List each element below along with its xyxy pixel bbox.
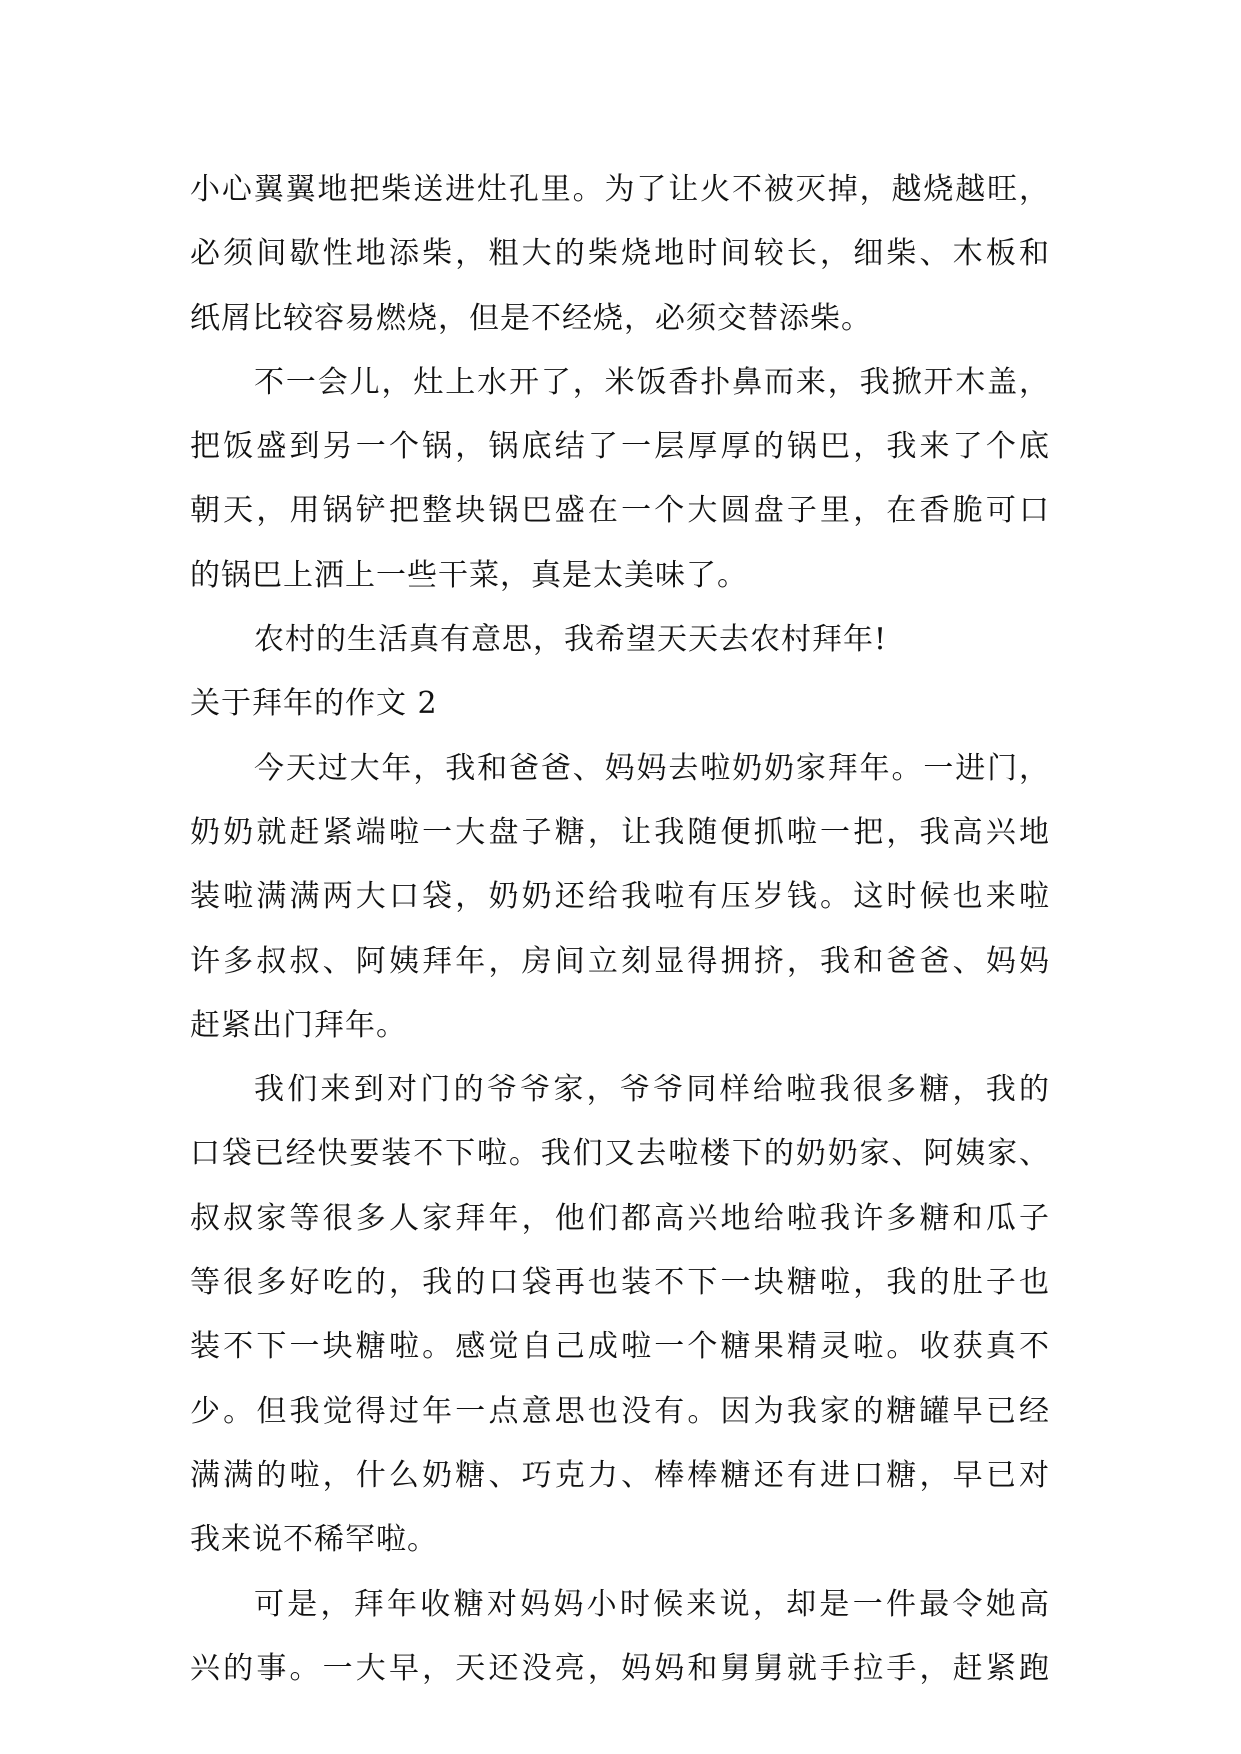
document-text-line: 奶奶就赶紧端啦一大盘子糖，让我随便抓啦一把，我高兴地	[190, 814, 1050, 850]
document-text-line: 兴的事。一大早，天还没亮，妈妈和舅舅就手拉手，赶紧跑	[190, 1650, 1050, 1686]
document-text-line: 少。但我觉得过年一点意思也没有。因为我家的糖罐早已经	[190, 1393, 1050, 1429]
document-text-line: 赶紧出门拜年。	[190, 1007, 407, 1043]
document-text-line: 农村的生活真有意思，我希望天天去农村拜年!	[254, 622, 888, 658]
document-text-line: 叔叔家等很多人家拜年，他们都高兴地给啦我许多糖和瓜子	[190, 1200, 1050, 1236]
document-body	[190, 158, 1050, 1701]
document-text-line: 朝天，用锅铲把整块锅巴盛在一个大圆盘子里，在香脆可口	[190, 493, 1050, 529]
document-text-line: 装不下一块糖啦。感觉自己成啦一个糖果精灵啦。收获真不	[190, 1329, 1050, 1365]
document-text-line: 我来说不稀罕啦。	[190, 1522, 438, 1558]
document-text-line: 关于拜年的作文 2	[190, 686, 438, 722]
document-text-line: 满满的啦，什么奶糖、巧克力、棒棒糖还有进口糖，早已对	[190, 1457, 1050, 1493]
document-text-line: 许多叔叔、阿姨拜年，房间立刻显得拥挤，我和爸爸、妈妈	[190, 943, 1050, 979]
document-text-line: 的锅巴上洒上一些干菜，真是太美味了。	[190, 557, 748, 593]
document-text-line: 把饭盛到另一个锅，锅底结了一层厚厚的锅巴，我来了个底	[190, 429, 1050, 465]
document-text-line: 等很多好吃的，我的口袋再也装不下一块糖啦，我的肚子也	[190, 1265, 1050, 1301]
document-text-line: 纸屑比较容易燃烧，但是不经烧，必须交替添柴。	[190, 300, 872, 336]
document-text-line: 必须间歇性地添柴，粗大的柴烧地时间较长，细柴、木板和	[190, 236, 1050, 272]
document-text-line: 今天过大年，我和爸爸、妈妈去啦奶奶家拜年。一进门，	[254, 750, 1050, 786]
document-text-line: 可是，拜年收糖对妈妈小时候来说，却是一件最令她高	[254, 1586, 1050, 1622]
document-text-line: 小心翼翼地把柴送进灶孔里。为了让火不被灭掉，越烧越旺，	[190, 172, 1050, 207]
document-text-line: 不一会儿，灶上水开了，米饭香扑鼻而来，我掀开木盖，	[254, 364, 1050, 400]
document-text-line: 装啦满满两大口袋，奶奶还给我啦有压岁钱。这时候也来啦	[190, 879, 1050, 915]
document-text-line: 我们来到对门的爷爷家，爷爷同样给啦我很多糖，我的	[254, 1072, 1050, 1108]
document-text-line: 口袋已经快要装不下啦。我们又去啦楼下的奶奶家、阿姨家、	[190, 1136, 1050, 1172]
